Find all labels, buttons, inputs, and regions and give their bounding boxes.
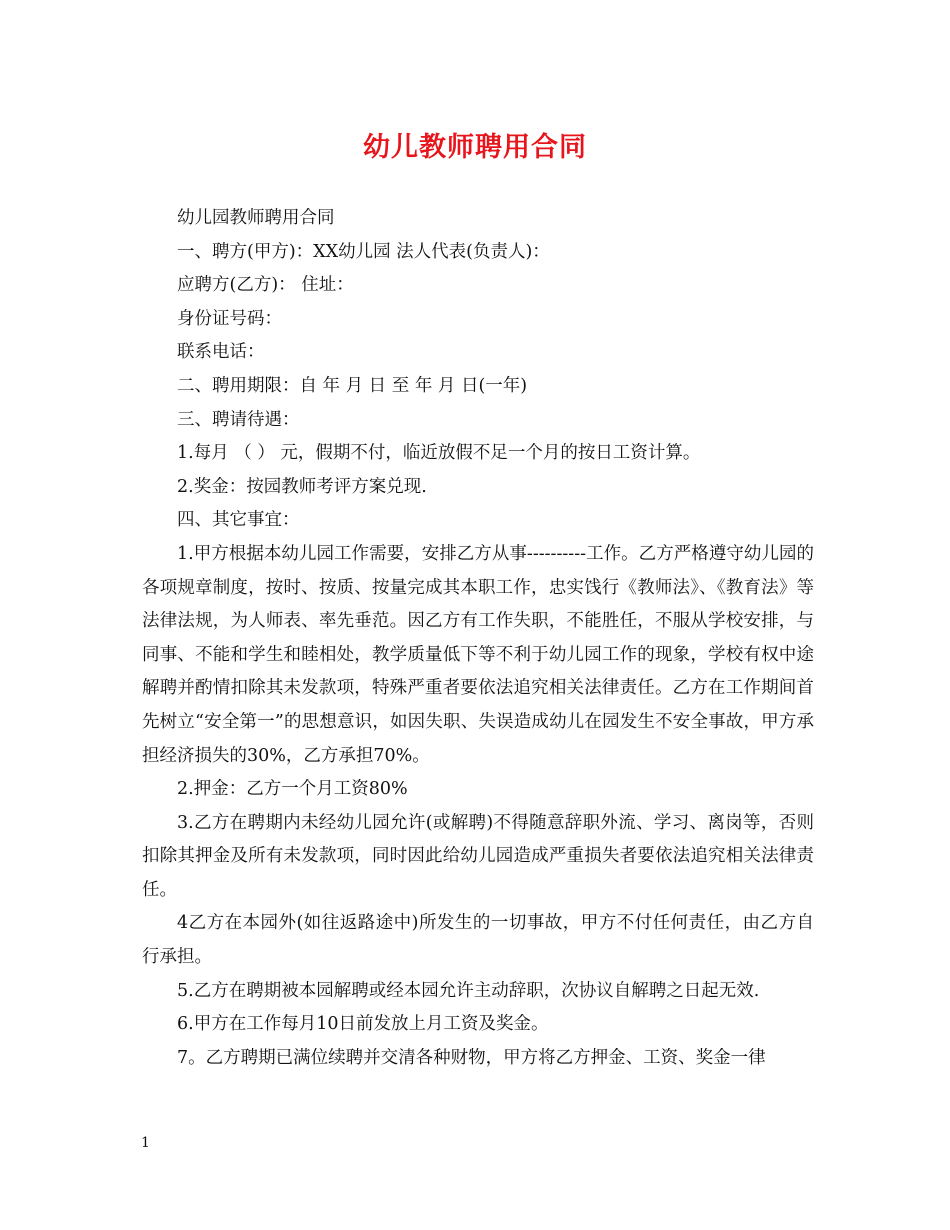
paragraph-renewal: 7。乙方聘期已满位续聘并交清各种财物，甲方将乙方押金、工资、奖金一律 [177, 1047, 766, 1068]
document-title: 幼儿教师聘用合同 [363, 132, 587, 163]
paragraph-contract-name: 幼儿园教师聘用合同 [177, 208, 335, 228]
paragraph-payment-date: 6.甲方在工作每月10日前发放上月工资及奖金。 [177, 1014, 549, 1035]
paragraph-resignation: 3.乙方在聘期内未经幼儿园允许(或解聘)不得随意辞职外流、学习、离岗等，否则扣除其押金及所有未发款项，同时因此给幼儿园造成严重损失者要依法追究相关法律责任。 [142, 812, 814, 900]
paragraph-id-number: 身份证号码： [177, 308, 282, 329]
page-number: 1 [141, 1135, 150, 1151]
paragraph-employer: 一、聘方(甲方)：XX幼儿园 法人代表(负责人)： [177, 241, 550, 262]
paragraph-employee-address: 应聘方(乙方)： 住址： [177, 275, 354, 296]
paragraph-termination: 5.乙方在聘期被本园解聘或经本园允许主动辞职，次协议自解聘之日起无效. [177, 980, 760, 1001]
paragraph-liability: 4乙方在本园外(如往返路途中)所发生的一切事故，甲方不付任何责任，由乙方自行承担。 [142, 913, 814, 968]
paragraph-bonus: 2.奖金：按园教师考评方案兑现. [177, 476, 427, 497]
paragraph-benefits-heading: 三、聘请待遇： [177, 409, 300, 430]
paragraph-deposit: 2.押金：乙方一个月工资80% [177, 779, 408, 800]
paragraph-term: 二、聘用期限：自 年 月 日 至 年 月 日(一年) [177, 375, 528, 396]
paragraph-other-heading: 四、其它事宜： [177, 510, 300, 531]
paragraph-phone: 联系电话： [177, 342, 265, 363]
paragraph-monthly-salary: 1.每月 （ ） 元，假期不付，临近放假不足一个月的按日工资计算。 [177, 443, 701, 464]
paragraph-duties: 1.甲方根据本幼儿园工作需要，安排乙方从事----------工作。乙方严格遵守幼儿园的各项规章制度，按时、按质、按量完成其本职工作，忠实饯行《教师法》、《教育法》等法律法规，为人师表、率先垂范。因乙方有工作失职，不能胜任，不服从学校安排，与同事、不能和学生和睦相处，教学质量低下等不利于幼儿园工作的现象，学校有权中途解聘并酌情扣除其未发款项，特殊严重者要依法追究相关法律责任。乙方在工作期间首先树立“安全第一”的思想意识，如因失职、失误造成幼儿在园发生不安全事故，甲方承担经济损失的30%，乙方承担70%。 [142, 543, 814, 766]
document-body [142, 202, 814, 1075]
